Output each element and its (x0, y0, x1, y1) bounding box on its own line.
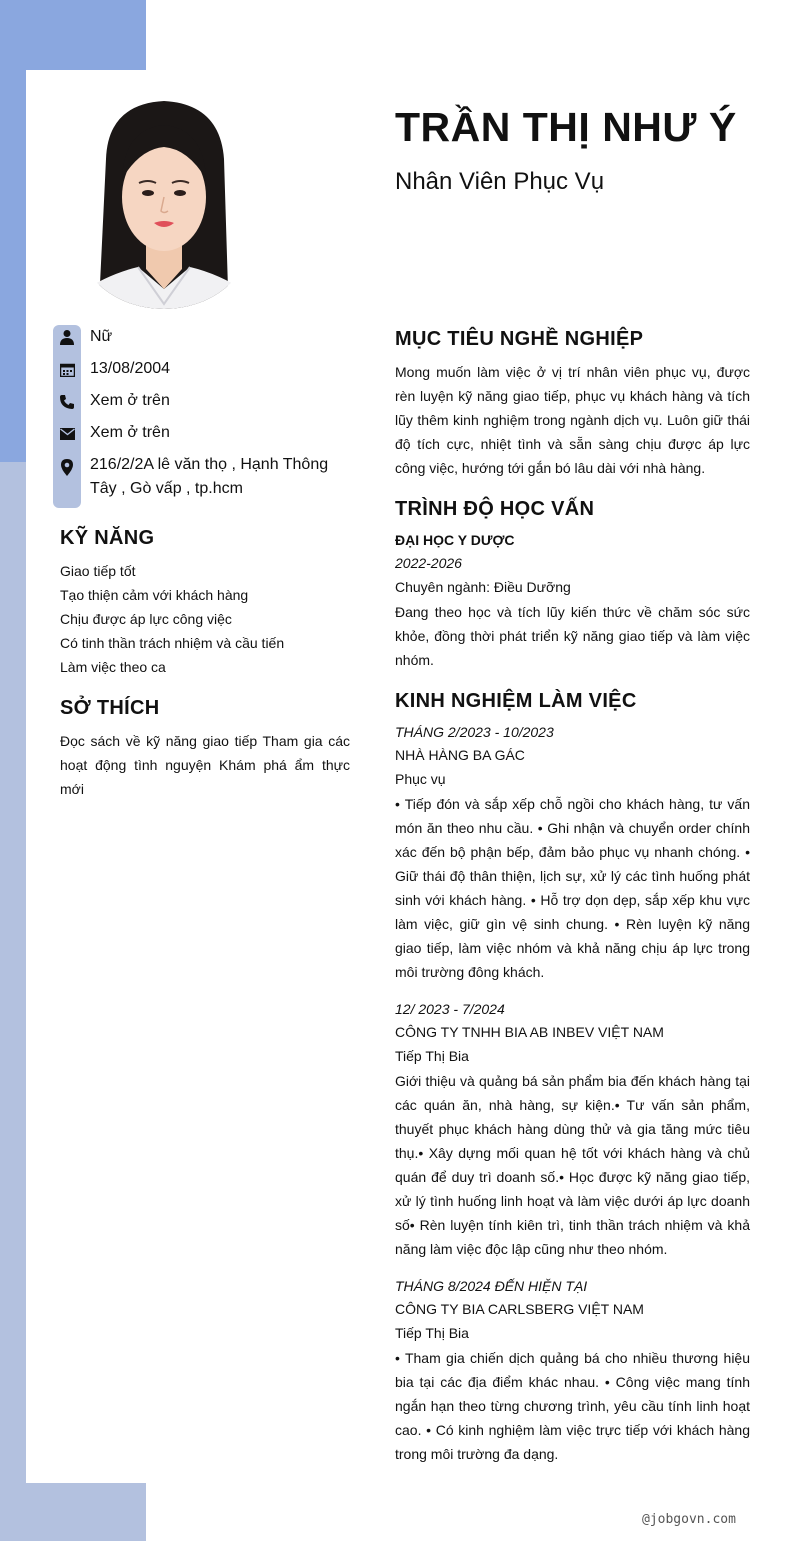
education-description: Đang theo học và tích lũy kiến thức về chăm sóc sức khỏe, đồng thời phát triển kỹ năng giao tiếp và làm việc nhóm. (395, 604, 750, 668)
job-position: Tiếp Thị Bia (395, 1048, 469, 1064)
experience-heading: KINH NGHIỆM LÀM VIỆC (395, 690, 637, 712)
contact-birthday: 13/08/2004 (90, 360, 171, 377)
location-pin-icon (58, 458, 76, 476)
skill-item: Giao tiếp tốt (60, 563, 136, 579)
hobbies-heading: SỞ THÍCH (60, 697, 160, 719)
candidate-name: TRẦN THỊ NHƯ Ý (395, 104, 737, 150)
job-description: • Tiếp đón và sắp xếp chỗ ngồi cho khách hàng, tư vấn món ăn theo nhu cầu. • Ghi nhận và chuyển order chính xác đến bộ phận bếp, đảm bảo phục vụ nhanh chóng. • Giữ thái độ thân thiện, lịch sự, xử lý các tình huống phát sinh với khách hàng. • Hỗ trợ dọn dẹp, sắp xếp khu vực làm việc, giữ gìn vệ sinh chung. • Rèn luyện kỹ năng giao tiếp, làm việc nhóm và khả năng chịu áp lực trong môi trường đông khách. (395, 796, 750, 980)
hobbies-text: Đọc sách về kỹ năng giao tiếp Tham gia các hoạt động tình nguyện Khám phá ẩm thực mới (60, 733, 350, 797)
job-company: CÔNG TY BIA CARLSBERG VIỆT NAM (395, 1301, 644, 1317)
job-period: THÁNG 8/2024 ĐẾN HIỆN TẠI (395, 1278, 588, 1294)
education-heading: TRÌNH ĐỘ HỌC VẤN (395, 498, 595, 520)
contact-phone: Xem ở trên (90, 392, 170, 409)
job-company: CÔNG TY TNHH BIA AB INBEV VIỆT NAM (395, 1024, 664, 1040)
job-position: Tiếp Thị Bia (395, 1325, 469, 1341)
person-icon (58, 328, 76, 346)
calendar-icon (58, 361, 76, 379)
education-period: 2022-2026 (395, 555, 462, 571)
objective-text: Mong muốn làm việc ở vị trí nhân viên phục vụ, được rèn luyện kỹ năng giao tiếp, phục vụ khách hàng và tích lũy thêm kinh nghiệm trong ngành dịch vụ. Luôn giữ thái độ tích cực, nhiệt tình và sẵn sàng chịu được áp lực công việc, hướng tới gắn bó lâu dài với nhà hàng. (395, 364, 750, 476)
job-period: 12/ 2023 - 7/2024 (395, 1001, 505, 1017)
contact-address: 216/2/2A lê văn thọ , Hạnh Thông Tây , Gò vấp , tp.hcm (90, 456, 329, 497)
contact-icon-bar (53, 325, 81, 508)
skill-item: Chịu được áp lực công việc (60, 611, 232, 627)
job-company: NHÀ HÀNG BA GÁC (395, 747, 525, 763)
watermark: @jobgovn.com (642, 1512, 736, 1527)
skill-item: Làm việc theo ca (60, 659, 166, 675)
mail-icon (58, 425, 76, 443)
skills-heading: KỸ NĂNG (60, 527, 155, 549)
phone-icon (58, 393, 76, 411)
job-period: THÁNG 2/2023 - 10/2023 (395, 724, 554, 740)
contact-gender: Nữ (90, 328, 113, 345)
job-position: Phục vụ (395, 771, 446, 787)
objective-heading: MỤC TIÊU NGHỀ NGHIỆP (395, 328, 644, 350)
job-description: Giới thiệu và quảng bá sản phẩm bia đến khách hàng tại các quán ăn, nhà hàng, sự kiện.• Tư vấn sản phẩm, thuyết phục khách hàng dùng thử và gia tăng mức tiêu thụ.• Xây dựng mối quan hệ tốt với khách hàng và chủ quán để duy trì doanh số.• Học được kỹ năng giao tiếp, xử lý tình huống linh hoạt và làm việc dưới áp lực doanh số• Rèn luyện tính kiên trì, tinh thần trách nhiệm và khả năng làm việc độc lập cũng như theo nhóm. (395, 1073, 750, 1257)
skill-item: Có tinh thần trách nhiệm và cầu tiến (60, 635, 285, 651)
contact-email: Xem ở trên (90, 424, 170, 441)
profile-photo (78, 99, 250, 309)
job-description: • Tham gia chiến dịch quảng bá cho nhiều thương hiệu bia tại các địa điểm khác nhau. • Công việc mang tính ngắn hạn theo từng chương trình, yêu cầu tính linh hoạt cao. • Có kinh nghiệm làm việc trực tiếp với khách hàng trong môi trường đa dạng. (395, 1350, 750, 1462)
education-major: Chuyên ngành: Điều Dưỡng (395, 579, 571, 595)
education-school: ĐẠI HỌC Y DƯỢC (395, 532, 515, 548)
skill-item: Tạo thiện cảm với khách hàng (60, 587, 249, 603)
candidate-role: Nhân Viên Phục Vụ (395, 168, 605, 195)
